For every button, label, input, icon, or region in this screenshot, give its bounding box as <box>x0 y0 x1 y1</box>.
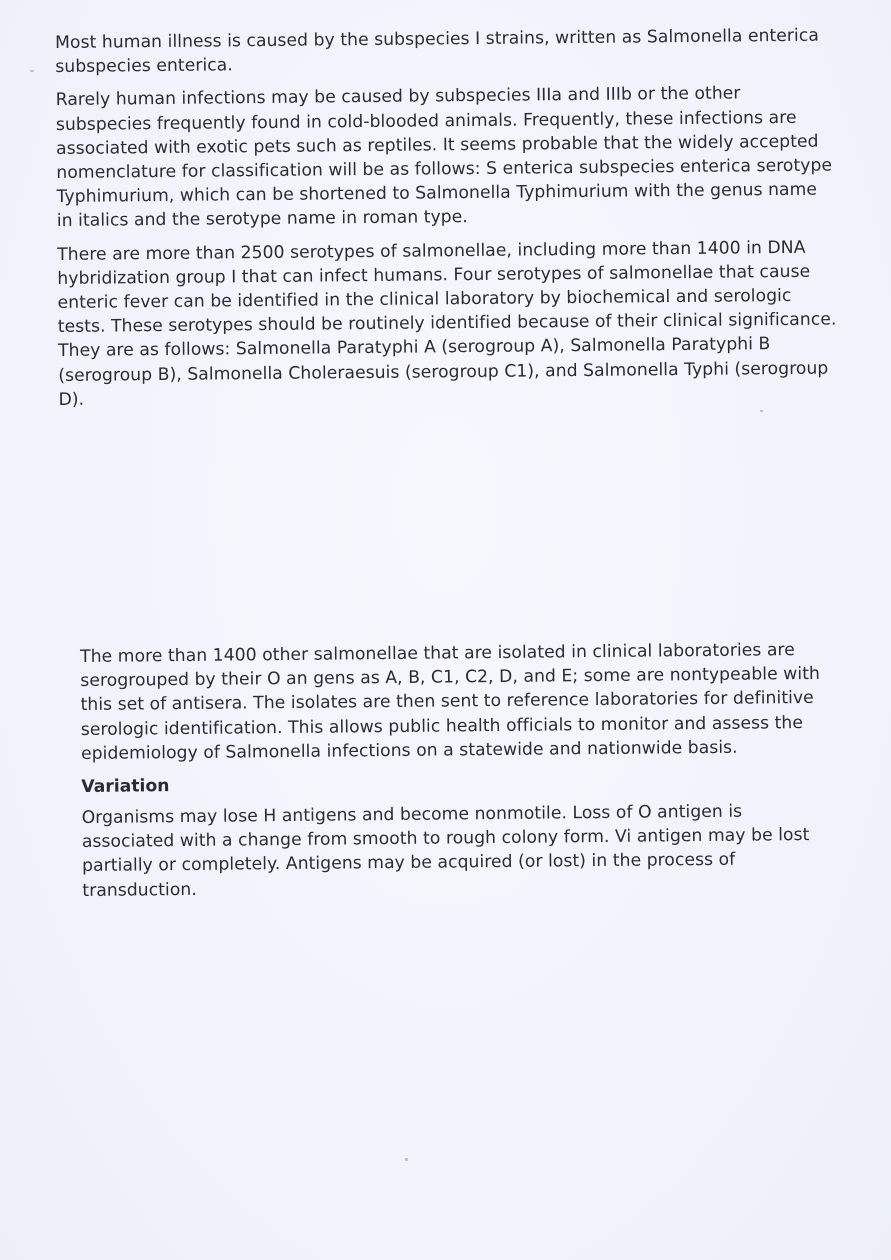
paragraph-serogrouping: The more than 1400 other salmonellae that are isolated in clinical laboratories are serogrouped by their O an gens as A, B, C1, C2, D, and E; some are nontypeable with this set of antisera. The isolates are then sent to reference laboratories for definitive serologic identification. This allows public health officials to monitor and assess the epidemiology of Salmonella infections on a statewide and nationwide basis. <box>80 640 820 764</box>
scan-speck <box>30 70 34 72</box>
paragraph-subspecies-i: Most human illness is caused by the subspecies I strains, written as Salmonella enterica subspecies enterica. <box>55 25 820 78</box>
paragraph-subspecies-iii: Rarely human infections may be caused by subspecies IIIa and IIIb or the other subspecies frequently found in cold-blooded animals. Frequently, these infections are associated with exotic pets such as reptiles. It seems probable that the widely accepted nomenclature for classification will be as follows: S enterica subspecies enterica serotype Typhimurium, which can be shortened to Salmonella Typhimurium with the genus name in italics and the serotype name in roman type. <box>55 83 833 232</box>
paragraph-serotypes: There are more than 2500 serotypes of salmonellae, including more than 1400 in DNA hybridization group I that can infect humans. Four serotypes of salmonellae that cause enteric fever can be identified in the clinical laboratory by biochemical and serologic tests. These serotypes should be routinely identified because of their clinical significance. They are as follows: Salmonella Paratyphi A (serogroup A), Salmonella Paratyphi B (serogroup B), Salmonella Choleraesuis (serogroup C1), and Salmonella Typhi (serogroup D). <box>57 237 837 410</box>
paragraph-variation: Organisms may lose H antigens and become nonmotile. Loss of O antigen is associated with a change from smooth to rough colony form. Vi antigen may be lost partially or completely. Antigens may be acquired (or lost) in the process of transduction. <box>81 801 810 901</box>
heading-variation: Variation <box>81 776 170 798</box>
scan-speck <box>405 1158 408 1161</box>
text-block-lower <box>80 638 828 912</box>
scan-speck <box>760 410 763 412</box>
text-block-upper <box>55 24 839 422</box>
